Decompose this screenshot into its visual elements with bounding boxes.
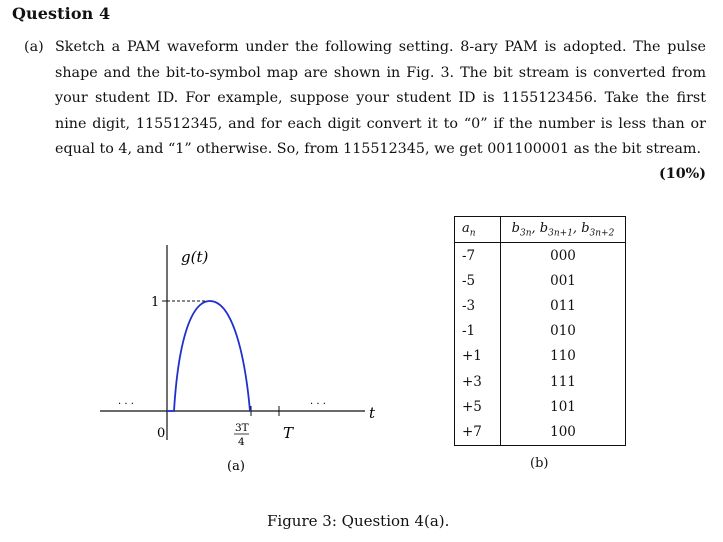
ellipsis-left: · · ·	[118, 399, 134, 410]
tick-3T4-denominator: 4	[238, 436, 245, 448]
figure-caption: Figure 3: Question 4(a).	[267, 512, 450, 530]
table-row: +7 100	[455, 419, 626, 445]
table-row: +5 101	[455, 394, 626, 419]
table-row: -3 011	[455, 293, 626, 318]
amplitude-tick-label: 1	[151, 295, 160, 310]
x-axis-label: t	[369, 404, 376, 422]
table-row: +3 111	[455, 369, 626, 394]
table-row: -1 010	[455, 319, 626, 344]
plot-sub-label: (a)	[227, 459, 245, 474]
table-row: -7 000	[455, 243, 626, 269]
tick-3T4-numerator: 3T	[235, 422, 249, 434]
marks-badge: (10%)	[658, 166, 706, 182]
question-title: Question 4	[12, 4, 111, 23]
table-row: +1 110	[455, 344, 626, 369]
part-text: Sketch a PAM waveform under the following setting. 8-ary PAM is adopted. The pulse shape and the bit-to-symbol map are shown in Fig. 3. The bit stream is converted from your student ID. For example, suppose your student ID is 1155123456. Take the first nine digit, 115512345, and for each digit convert it to “0” if the number is less than or equal to 4, and “1” otherwise. So, from 115512345, we get 001100001 as the bit stream.	[55, 39, 706, 157]
header-bits: $b_{3n}$, $b_{3n+1}$, $b_{3n+2}$	[501, 217, 626, 243]
ellipsis-right: · · ·	[310, 399, 326, 410]
header-an: $a_n$	[455, 217, 501, 243]
bit-to-symbol-table	[454, 216, 626, 448]
y-axis-label: g(t)	[181, 248, 209, 266]
pulse-curve	[167, 301, 251, 411]
table-sub-label: (b)	[530, 456, 549, 471]
table-row: -5 001	[455, 268, 626, 293]
tick-T-label: T	[283, 424, 294, 442]
origin-tick-label: 0	[157, 426, 166, 441]
part-label: (a)	[24, 39, 44, 55]
